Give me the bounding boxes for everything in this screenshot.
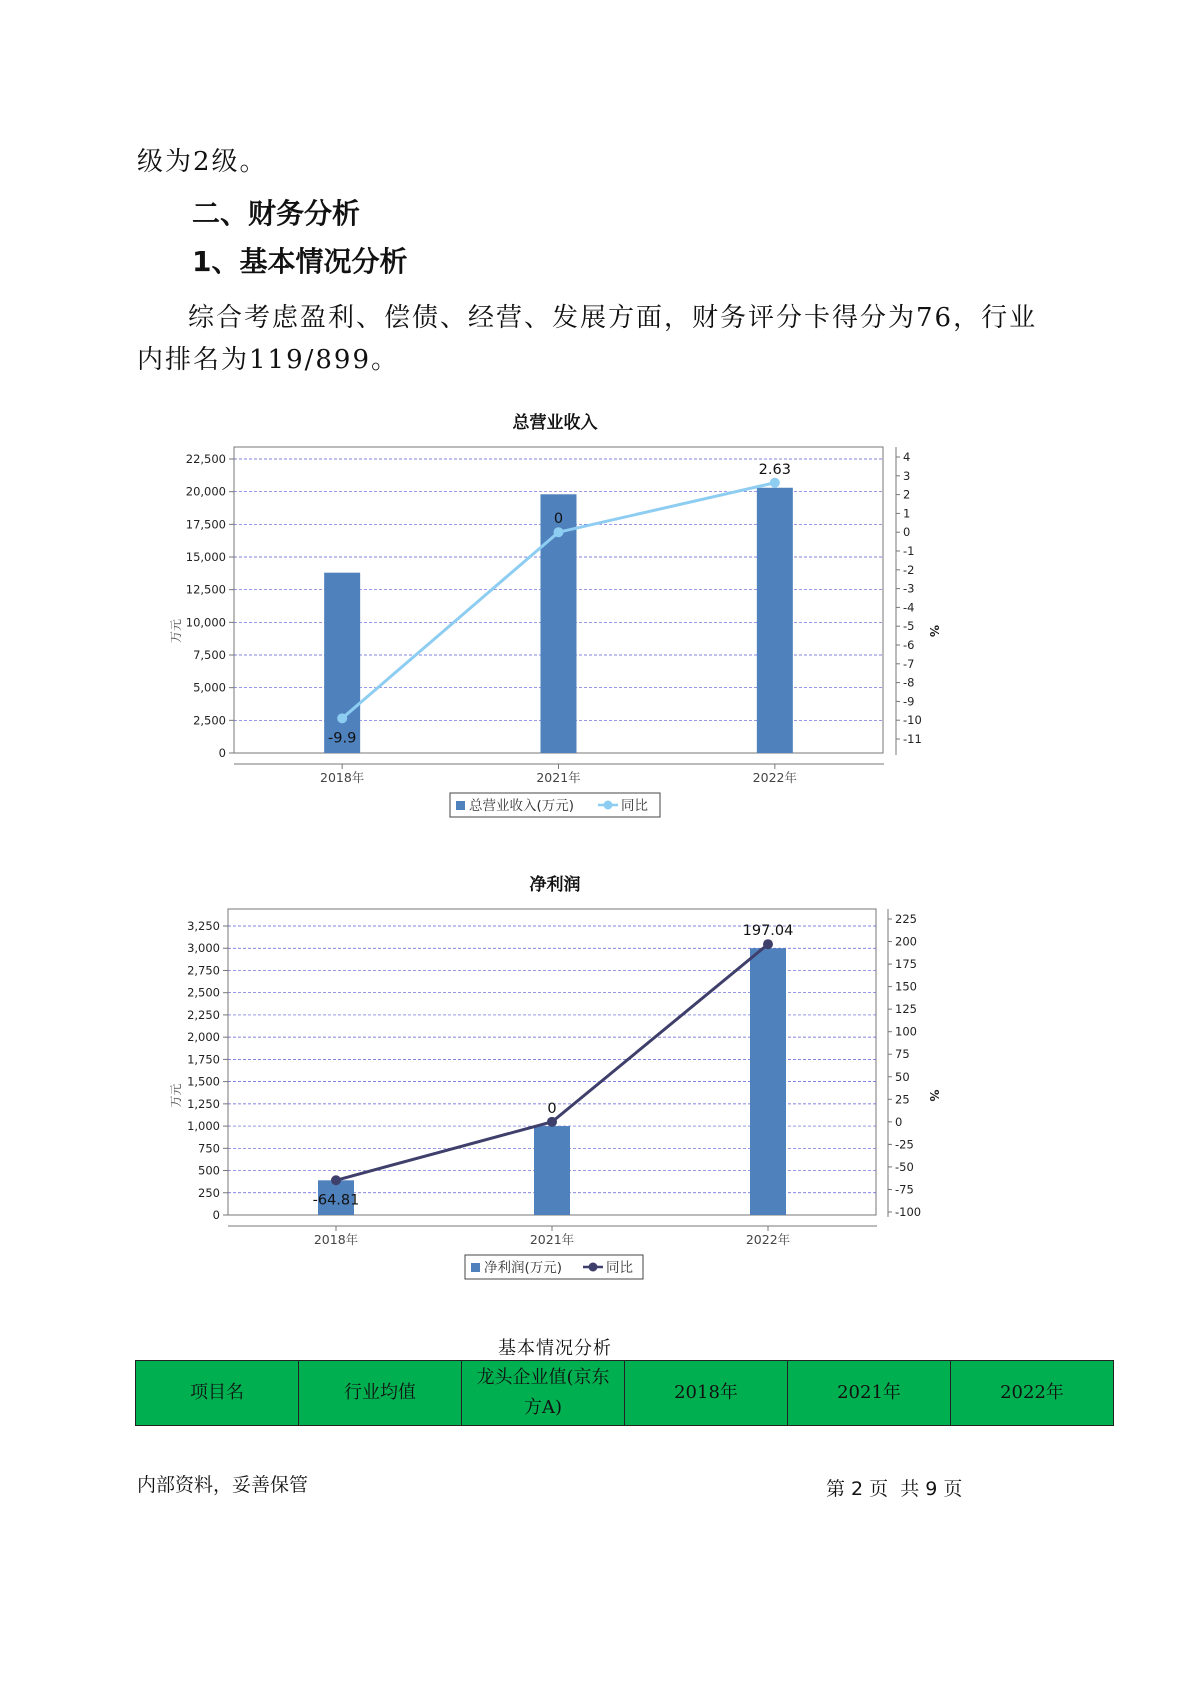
net-profit-chart [130,862,970,1302]
y2-tick-label: 150 [895,979,917,994]
bar [757,488,793,753]
table-caption: 基本情况分析 [498,1338,612,1359]
y-axis-label: 万元 [169,1083,183,1108]
y-tick-label: 2,500 [193,713,226,728]
y-tick-label: 22,500 [185,452,226,466]
legend-line-label: 同比 [606,1260,633,1276]
y-tick-label: 0 [212,1208,220,1222]
y-tick-label: 750 [198,1141,220,1156]
y2-tick-label: -5 [903,619,915,634]
y2-tick-label: -4 [903,600,915,615]
x-tick-label: 2018年 [313,1232,359,1247]
y2-tick-label: -8 [903,675,915,690]
yoy-point [763,939,773,949]
legend-line-label: 同比 [621,798,648,814]
y-tick-label: 500 [198,1163,220,1178]
data-label: 197.04 [742,923,794,940]
y2-tick-label: -9 [903,694,915,709]
y2-tick-label: 0 [895,1114,903,1129]
x-tick-label: 2018年 [320,770,365,785]
y2-tick-label: 4 [903,450,911,464]
y2-tick-label: 0 [903,525,911,540]
x-tick-label: 2022年 [752,770,797,785]
summary-line-1: 综合考虑盈利、偿债、经营、发展方面，财务评分卡得分为76，行业 [188,303,1038,333]
header-cell: 行业均值 [299,1361,462,1426]
yoy-point [547,1117,557,1127]
header-cell: 2021年 [788,1361,951,1426]
y2-tick-label: -3 [903,581,915,596]
header-cell: 龙头企业值(京东方A) [462,1361,625,1426]
y-tick-label: 3,250 [187,919,220,933]
y2-tick-label: -7 [903,656,915,671]
x-tick-label: 2022年 [745,1232,791,1247]
y2-tick-label: -10 [903,713,922,728]
y-tick-label: 0 [218,746,226,760]
bar [750,948,786,1215]
revenue-chart [130,400,970,840]
yoy-point [554,527,564,537]
header-cell: 2022年 [951,1361,1114,1426]
y2-tick-label: -25 [895,1137,914,1152]
intro-tail-text: 级为2级。 [137,147,268,177]
y-tick-label: 12,500 [185,582,226,597]
y-tick-label: 5,000 [193,680,226,695]
y-tick-label: 10,000 [185,615,226,630]
section-heading: 二、财务分析 [192,197,361,230]
header-cell: 项目名 [136,1361,299,1426]
x-tick-label: 2021年 [536,770,581,785]
y-tick-label: 2,250 [187,1007,220,1022]
bar [534,1126,570,1215]
y-tick-label: 2,500 [187,985,220,1000]
y-tick-label: 1,250 [187,1096,220,1111]
y2-tick-label: 175 [895,957,917,972]
y2-tick-label: 25 [895,1092,910,1107]
y-axis-label: 万元 [169,618,183,644]
y2-tick-label: -1 [903,544,915,558]
y-tick-label: 1,750 [187,1052,220,1067]
legend-bar-label: 总营业收入(万元) [469,798,575,814]
legend-bar-swatch [456,801,465,810]
legend-bar-label: 净利润(万元) [484,1260,563,1276]
y-tick-label: 15,000 [185,550,226,564]
chart-title: 净利润 [529,875,581,895]
y2-axis-label: % [927,624,941,638]
y2-tick-label: -2 [903,562,915,577]
table-header-row [136,1361,1114,1426]
summary-line-2: 内排名为119/899。 [137,345,400,375]
bar [324,573,360,753]
y2-tick-label: 1 [903,506,911,521]
data-label: -64.81 [312,1192,360,1209]
chart-title: 总营业收入 [512,413,598,433]
y-tick-label: 1,500 [187,1074,220,1089]
y2-tick-label: -11 [903,732,922,746]
data-label: 2.63 [758,461,791,478]
y2-tick-label: 200 [895,934,917,949]
yoy-point [770,478,780,488]
yoy-point [337,713,347,723]
basic-analysis-table [135,1360,1114,1426]
footer-confidential: 内部资料，妥善保管 [137,1474,309,1496]
data-label: 0 [553,511,564,528]
y2-axis-label: % [927,1089,941,1102]
legend-line-marker [604,801,613,810]
data-label: 0 [547,1100,557,1117]
y-tick-label: 3,000 [187,941,220,956]
y2-tick-label: 225 [895,912,917,926]
y-tick-label: 2,000 [187,1030,220,1045]
data-label: -9.9 [328,730,357,747]
revenue-chart-svg [130,400,970,840]
y2-tick-label: 125 [895,1002,917,1017]
y-tick-label: 250 [198,1185,220,1200]
y2-tick-label: 100 [895,1024,917,1039]
y2-tick-label: 2 [903,487,911,502]
subsection-heading: 1、基本情况分析 [192,245,408,278]
y2-tick-label: 75 [895,1047,910,1062]
y2-tick-label: -100 [895,1205,922,1219]
header-cell: 2018年 [625,1361,788,1426]
y-tick-label: 1,000 [187,1119,220,1134]
net-profit-chart-svg [130,862,970,1302]
y2-tick-label: 3 [903,468,911,483]
yoy-point [331,1175,341,1185]
y2-tick-label: -50 [895,1159,914,1174]
x-tick-label: 2021年 [529,1232,575,1247]
y2-tick-label: -6 [903,638,915,652]
footer-page-number: 第 2 页 共 9 页 [826,1478,963,1500]
y2-tick-label: -75 [895,1182,914,1197]
y-tick-label: 20,000 [185,484,226,499]
y2-tick-label: 50 [895,1069,910,1084]
y-tick-label: 17,500 [185,517,226,532]
legend-bar-swatch [471,1263,480,1272]
y-tick-label: 2,750 [187,963,220,978]
y-tick-label: 7,500 [193,648,226,662]
legend-line-marker [589,1263,598,1272]
